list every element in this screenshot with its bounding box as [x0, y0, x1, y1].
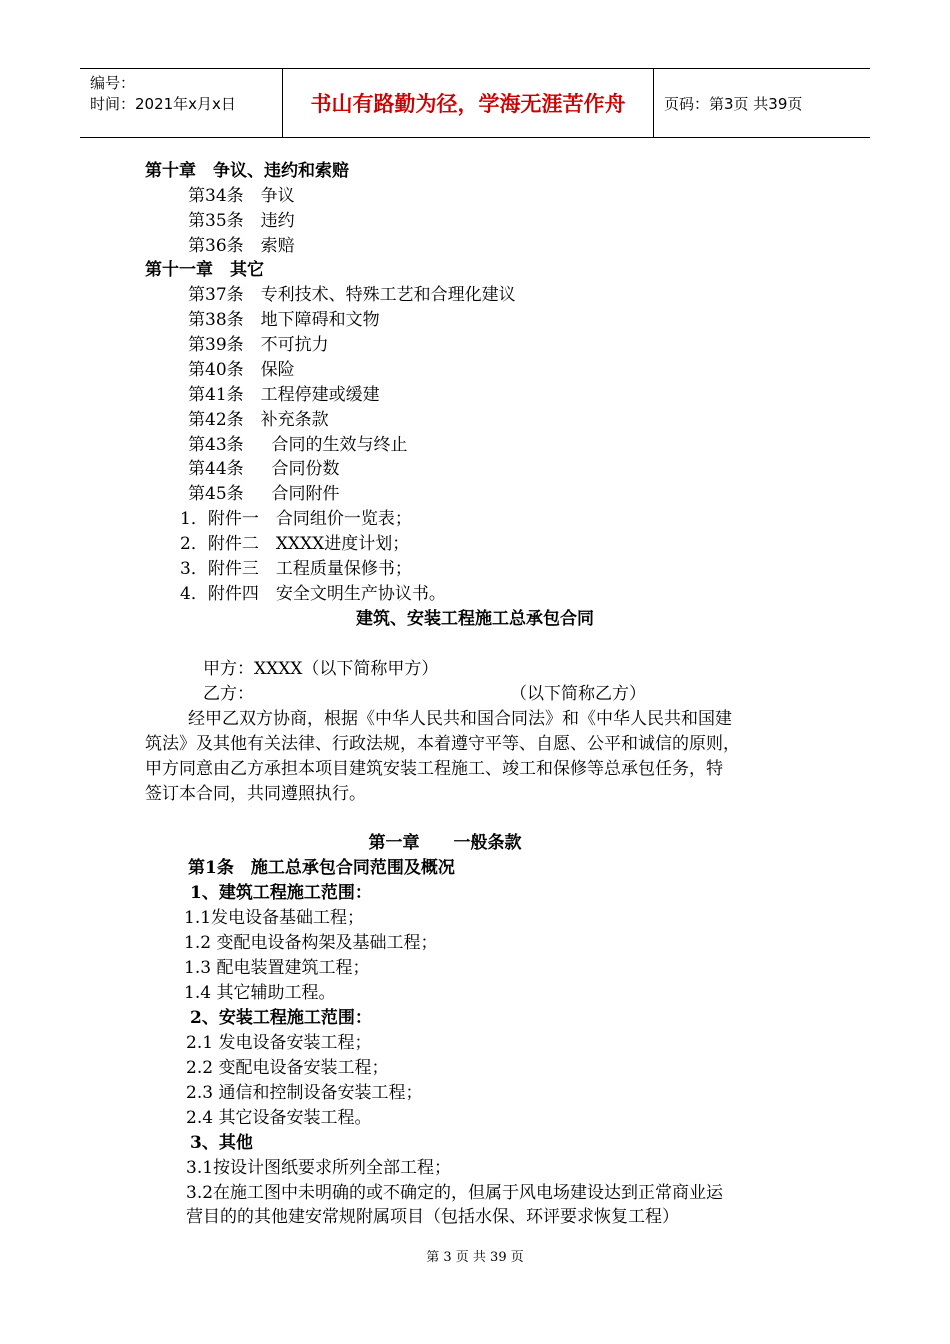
section-3-item-2: 3.2在施工图中未明确的或不确定的，但属于风电场建设达到正常商业运 — [186, 1183, 724, 1203]
section-2-item-4: 2.4 其它设备安装工程。 — [186, 1108, 372, 1128]
toc-article-43: 第43条 合同的生效与终止 — [188, 435, 408, 455]
header-left-cell — [80, 69, 282, 137]
toc-article-42: 第42条 补充条款 — [188, 410, 329, 430]
chapter-1-title: 第一章 一般条款 — [368, 833, 522, 853]
toc-article-35: 第35条 违约 — [188, 211, 295, 231]
number-label: 编号： — [90, 74, 136, 92]
intro-line-1: 经甲乙双方协商，根据《中华人民共和国合同法》和《中华人民共和国建 — [188, 709, 732, 729]
section-1-item-1: 1.1发电设备基础工程； — [184, 908, 365, 928]
section-1-heading: 1、建筑工程施工范围： — [190, 883, 372, 903]
section-2-item-3: 2.3 通信和控制设备安装工程； — [186, 1083, 423, 1103]
section-2-item-1: 2.1 发电设备安装工程； — [186, 1033, 372, 1053]
header-motto: 书山有路勤为径，学海无涯苦作舟 — [282, 69, 654, 137]
page-footer: 第 3 页 共 39 页 — [426, 1250, 524, 1265]
section-2-heading: 2、安装工程施工范围： — [190, 1008, 372, 1028]
intro-line-2: 筑法》及其他有关法律、行政法规，本着遵守平等、自愿、公平和诚信的原则， — [145, 734, 740, 754]
section-1-item-2: 1.2 变配电设备构架及基础工程； — [184, 933, 438, 953]
section-1-item-4: 1.4 其它辅助工程。 — [184, 983, 336, 1003]
page-header — [80, 68, 870, 138]
toc-article-44: 第44条 合同份数 — [188, 459, 340, 479]
article-1-title: 第1条 施工总承包合同范围及概况 — [188, 858, 455, 878]
toc-article-45: 第45条 合同附件 — [188, 484, 340, 504]
toc-chapter-11: 第十一章 其它 — [145, 260, 264, 280]
toc-attachment-3: 3．附件三 工程质量保修书； — [180, 559, 412, 579]
intro-line-3: 甲方同意由乙方承担本项目建筑安装工程施工、竣工和保修等总承包任务，特 — [145, 759, 723, 779]
intro-line-4: 签订本合同，共同遵照执行。 — [145, 784, 366, 804]
section-3-heading: 3、其他 — [190, 1133, 253, 1153]
party-b-note: （以下简称乙方） — [510, 684, 646, 704]
section-3-item-3: 营目的的其他建安常规附属项目（包括水保、环评要求恢复工程） — [186, 1207, 679, 1227]
toc-attachment-2: 2．附件二 XXXX进度计划； — [180, 534, 410, 554]
toc-attachment-1: 1．附件一 合同组价一览表； — [180, 509, 412, 529]
toc-article-41: 第41条 工程停建或缓建 — [188, 385, 380, 405]
toc-article-36: 第36条 索赔 — [188, 236, 295, 256]
time-label: 时间：2021年x月x日 — [90, 95, 236, 113]
toc-article-34: 第34条 争议 — [188, 186, 295, 206]
party-b-label: 乙方： — [203, 684, 254, 704]
toc-article-40: 第40条 保险 — [188, 360, 295, 380]
header-page-info: 页码：第3页 共39页 — [664, 94, 803, 113]
section-1-item-3: 1.3 配电装置建筑工程； — [184, 958, 370, 978]
party-a: 甲方：XXXX（以下简称甲方） — [203, 659, 439, 679]
toc-chapter-10: 第十章 争议、违约和索赔 — [145, 161, 349, 181]
section-2-item-2: 2.2 变配电设备安装工程； — [186, 1058, 389, 1078]
toc-article-37: 第37条 专利技术、特殊工艺和合理化建议 — [188, 285, 516, 305]
toc-article-39: 第39条 不可抗力 — [188, 335, 329, 355]
section-3-item-1: 3.1按设计图纸要求所列全部工程； — [186, 1158, 452, 1178]
contract-title: 建筑、安装工程施工总承包合同 — [356, 609, 594, 629]
toc-article-38: 第38条 地下障碍和文物 — [188, 310, 380, 330]
toc-attachment-4: 4．附件四 安全文明生产协议书。 — [180, 584, 446, 604]
